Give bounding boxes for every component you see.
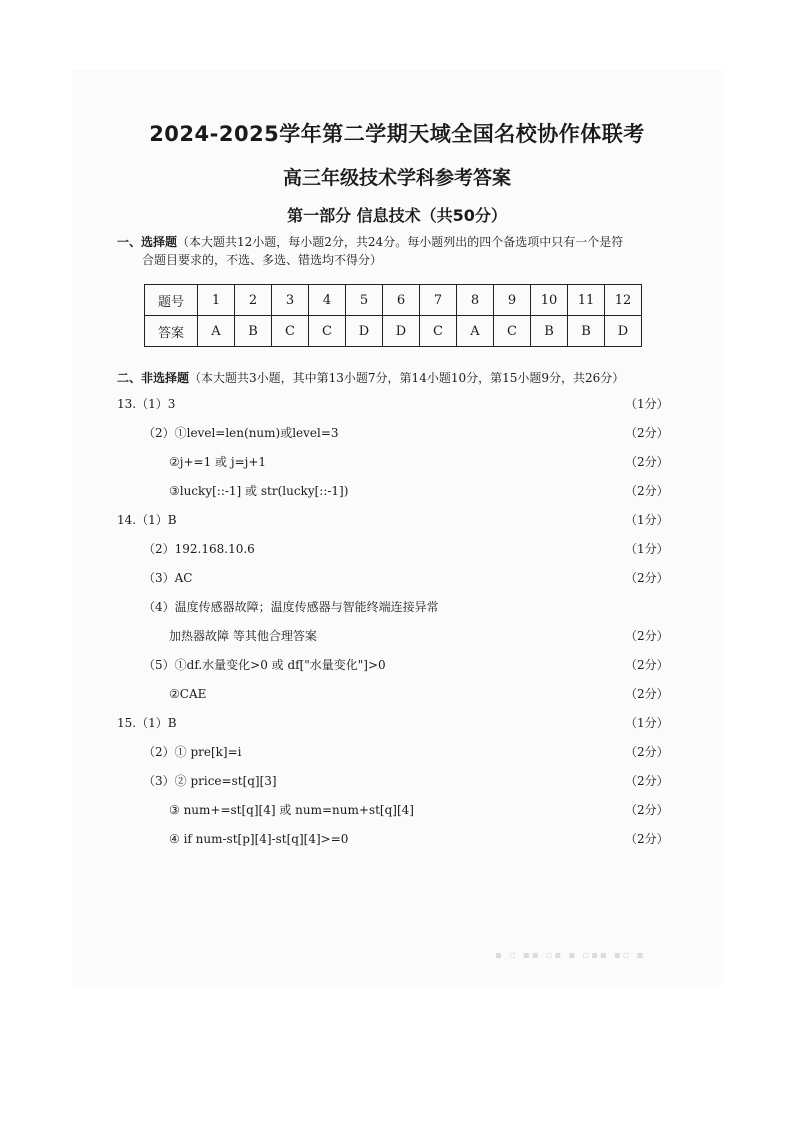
section-1-desc-line2: 合题目要求的，不选、多选、错选均不得分） [142, 253, 383, 267]
question-number-cell: 12 [605, 285, 642, 316]
answer-line [117, 831, 717, 860]
answer-text: （2）① pre[k]=i [143, 745, 242, 759]
answer-line [117, 541, 717, 570]
answer-cell: A [457, 316, 494, 347]
answer-text: ②CAE [169, 687, 207, 701]
score-label: （2分） [625, 803, 669, 817]
answer-text: 13.（1）3 [117, 397, 176, 411]
answer-cell: A [198, 316, 235, 347]
question-number-cell: 7 [420, 285, 457, 316]
answer-row [145, 316, 642, 347]
answer-cell: C [272, 316, 309, 347]
answer-line [117, 686, 717, 715]
answer-cell: B [531, 316, 568, 347]
section-1-heading: 一、选择题 [117, 235, 178, 249]
answer-text: ②j+=1 或 j=j+1 [169, 455, 267, 469]
part-heading: 第一部分 信息技术（共50分） [287, 206, 507, 225]
score-label: （2分） [625, 426, 669, 440]
answer-text: （2）192.168.10.6 [143, 542, 255, 556]
answer-text: ④ if num-st[p][4]-st[q][4]>=0 [169, 832, 349, 846]
answer-text: （3）② price=st[q][3] [143, 774, 277, 788]
question-number-cell: 10 [531, 285, 568, 316]
section-1-intro [117, 233, 687, 269]
answer-line [117, 802, 717, 831]
answer-text: （5）①df.水量变化>0 或 df["水量变化"]>0 [143, 658, 386, 672]
answer-text: ③ num+=st[q][4] 或 num=num+st[q][4] [169, 803, 414, 817]
score-label: （2分） [625, 832, 669, 846]
score-label: （2分） [625, 658, 669, 672]
answer-line [117, 425, 717, 454]
answer-cell: D [605, 316, 642, 347]
answer-text: 14.（1）B [117, 513, 177, 527]
question-number-cell: 11 [568, 285, 605, 316]
score-label: （1分） [625, 397, 669, 411]
answer-cell: C [309, 316, 346, 347]
answer-line [117, 715, 717, 744]
answer-line [117, 570, 717, 599]
question-number-cell: 9 [494, 285, 531, 316]
question-number-cell: 2 [235, 285, 272, 316]
answer-line [117, 744, 717, 773]
page-subtitle: 高三年级技术学科参考答案 [282, 167, 511, 189]
score-label: （2分） [625, 455, 669, 469]
answer-line [117, 773, 717, 802]
faint-watermark: ▪ ▫ ▪▪ ▫▪ ▪ ▫▪▪ ▪▫ ▪ [495, 950, 646, 961]
section-2-heading: 二、非选择题 [117, 371, 190, 385]
question-number-cell: 8 [457, 285, 494, 316]
question-number-cell: 4 [309, 285, 346, 316]
score-label: （2分） [625, 687, 669, 701]
answer-line [117, 599, 717, 628]
answer-line [117, 396, 717, 425]
answer-text: （4）温度传感器故障；温度传感器与智能终端连接异常 [143, 600, 439, 614]
section-2-desc: （本大题共3小题，其中第13小题7分，第14小题10分，第15小题9分，共26分） [189, 371, 625, 385]
score-label: （2分） [625, 571, 669, 585]
answer-cell: D [346, 316, 383, 347]
row-label-answer: 答案 [145, 316, 198, 347]
answer-text: （3）AC [143, 571, 193, 585]
answer-text: ③lucky[::-1] 或 str(lucky[::-1]) [169, 484, 349, 498]
page-title: 2024-2025学年第二学期天域全国名校协作体联考 [149, 122, 645, 146]
section-2-intro [117, 369, 624, 386]
answer-line [117, 454, 717, 483]
answer-table [144, 284, 642, 347]
score-label: （2分） [625, 745, 669, 759]
answer-line [117, 628, 717, 657]
answer-line [117, 657, 717, 686]
answer-cell: B [568, 316, 605, 347]
question-number-row [145, 285, 642, 316]
answer-cell: C [494, 316, 531, 347]
score-label: （1分） [625, 716, 669, 730]
question-number-cell: 3 [272, 285, 309, 316]
answer-text: 15.（1）B [117, 716, 177, 730]
answer-line [117, 483, 717, 512]
score-label: （2分） [625, 484, 669, 498]
answer-text: 加热器故障 等其他合理答案 [169, 629, 317, 643]
answer-text: （2）①level=len(num)或level=3 [143, 426, 339, 440]
score-label: （1分） [625, 542, 669, 556]
answer-line [117, 512, 717, 541]
score-label: （1分） [625, 513, 669, 527]
question-number-cell: 6 [383, 285, 420, 316]
question-number-cell: 1 [198, 285, 235, 316]
score-label: （2分） [625, 774, 669, 788]
score-label: （2分） [625, 629, 669, 643]
row-label-number: 题号 [145, 285, 198, 316]
answer-cell: C [420, 316, 457, 347]
question-number-cell: 5 [346, 285, 383, 316]
answer-cell: D [383, 316, 420, 347]
answer-cell: B [235, 316, 272, 347]
section-1-desc-line1: （本大题共12小题，每小题2分，共24分。每小题列出的四个备选项中只有一个是符 [177, 235, 624, 249]
